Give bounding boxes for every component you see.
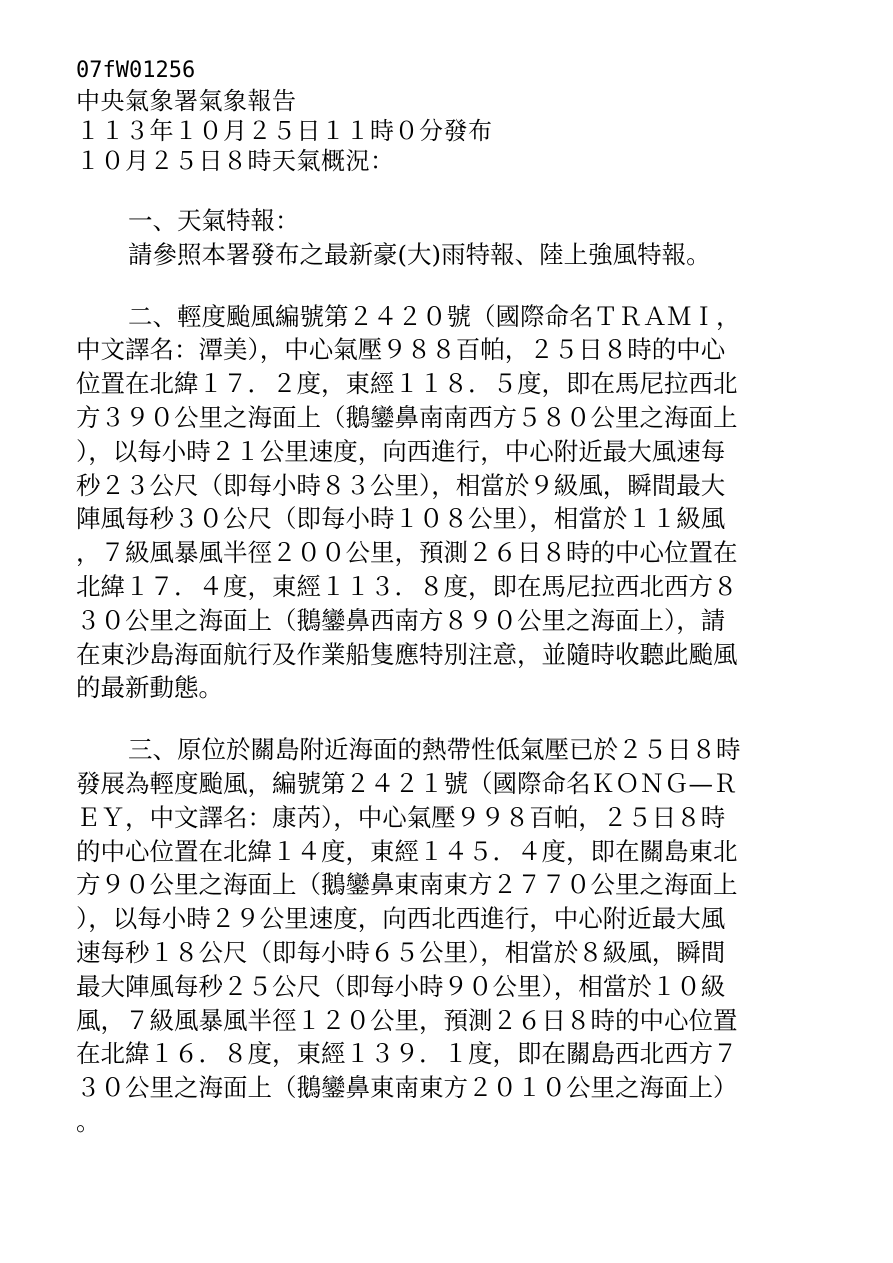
section-line: 方３９０公里之海面上（鵝鑾鼻南南西方５８０公里之海面上 <box>76 402 738 432</box>
spacer <box>76 176 816 204</box>
section-line: 的最新動態。 <box>76 673 223 703</box>
spacer <box>76 272 816 300</box>
section-line: 陣風每秒３０公尺（即每小時１０８公里），相當於１１級風 <box>76 504 726 534</box>
section-line: 在北緯１６．８度，東經１３９．１度，即在關島西北西方７ <box>76 1039 738 1069</box>
section-heading: 三、原位於關島附近海面的熱帶性低氣壓已於２５日８時 <box>128 735 741 765</box>
section-line: ３０公里之海面上（鵝鑾鼻西南方８９０公里之海面上），請 <box>76 605 726 635</box>
section-line: 在東沙島海面航行及作業船隻應特別注意，並隨時收聽此颱風 <box>76 639 738 669</box>
section-line: 北緯１７．４度，東經１１３．８度，即在馬尼拉西北西方８ <box>76 571 738 601</box>
section-line: ），以每小時２９公里速度，向西北西進行，中心附近最大風 <box>76 904 726 934</box>
section-line: 秒２３公尺（即每小時８３公里），相當於９級風，瞬間最大 <box>76 470 726 500</box>
section-line: 方９０公里之海面上（鵝鑾鼻東南東方２７７０公里之海面上 <box>76 870 738 900</box>
section-line: 發展為輕度颱風，編號第２４２１號（國際命名ＫＯＮＧ—Ｒ <box>76 768 738 798</box>
issue-datetime: １１３年１０月２５日１１時０分發布 <box>76 117 493 145</box>
section-line: 位置在北緯１７．２度，東經１１８．５度，即在馬尼拉西北 <box>76 369 738 399</box>
section-line: ，７級風暴風半徑２００公里，預測２６日８時的中心位置在 <box>76 538 738 568</box>
spacer <box>76 705 816 733</box>
section-heading: 一、天氣特報： <box>128 206 300 235</box>
section-line: 的中心位置在北緯１４度，東經１４５．４度，即在關島東北 <box>76 836 738 866</box>
section-line: 中文譯名：潭美），中心氣壓９８８百帕，２５日８時的中心 <box>76 335 726 365</box>
summary-time: １０月２５日８時天氣概況： <box>76 147 395 175</box>
section-typhoon-kong-rey <box>76 733 816 1139</box>
weather-report-document <box>76 56 816 1139</box>
agency-title: 中央氣象署氣象報告 <box>76 87 297 115</box>
section-line: ），以每小時２１公里速度，向西進行，中心附近最大風速每 <box>76 436 726 466</box>
section-line: ３０公里之海面上（鵝鑾鼻東南東方２０１０公里之海面上） <box>76 1073 738 1103</box>
section-line: 請參照本署發布之最新豪(大)雨特報、陸上強風特報。 <box>128 239 711 269</box>
section-line: ＥＹ，中文譯名：康芮），中心氣壓９９８百帕，２５日８時 <box>76 802 726 832</box>
section-typhoon-trami <box>76 300 816 706</box>
section-line: 速每秒１８公尺（即每小時６５公里），相當於８級風，瞬間 <box>76 937 726 967</box>
section-weather-warning <box>76 204 816 272</box>
section-line: 。 <box>76 1106 101 1136</box>
section-heading: 二、輕度颱風編號第２４２０號（國際命名ＴＲＡＭＩ， <box>128 301 741 331</box>
section-line: 風，７級風暴風半徑１２０公里，預測２６日８時的中心位置 <box>76 1005 738 1035</box>
section-line: 最大陣風每秒２５公尺（即每小時９０公里），相當於１０級 <box>76 971 726 1001</box>
document-id: 07fW01256 <box>76 58 196 83</box>
